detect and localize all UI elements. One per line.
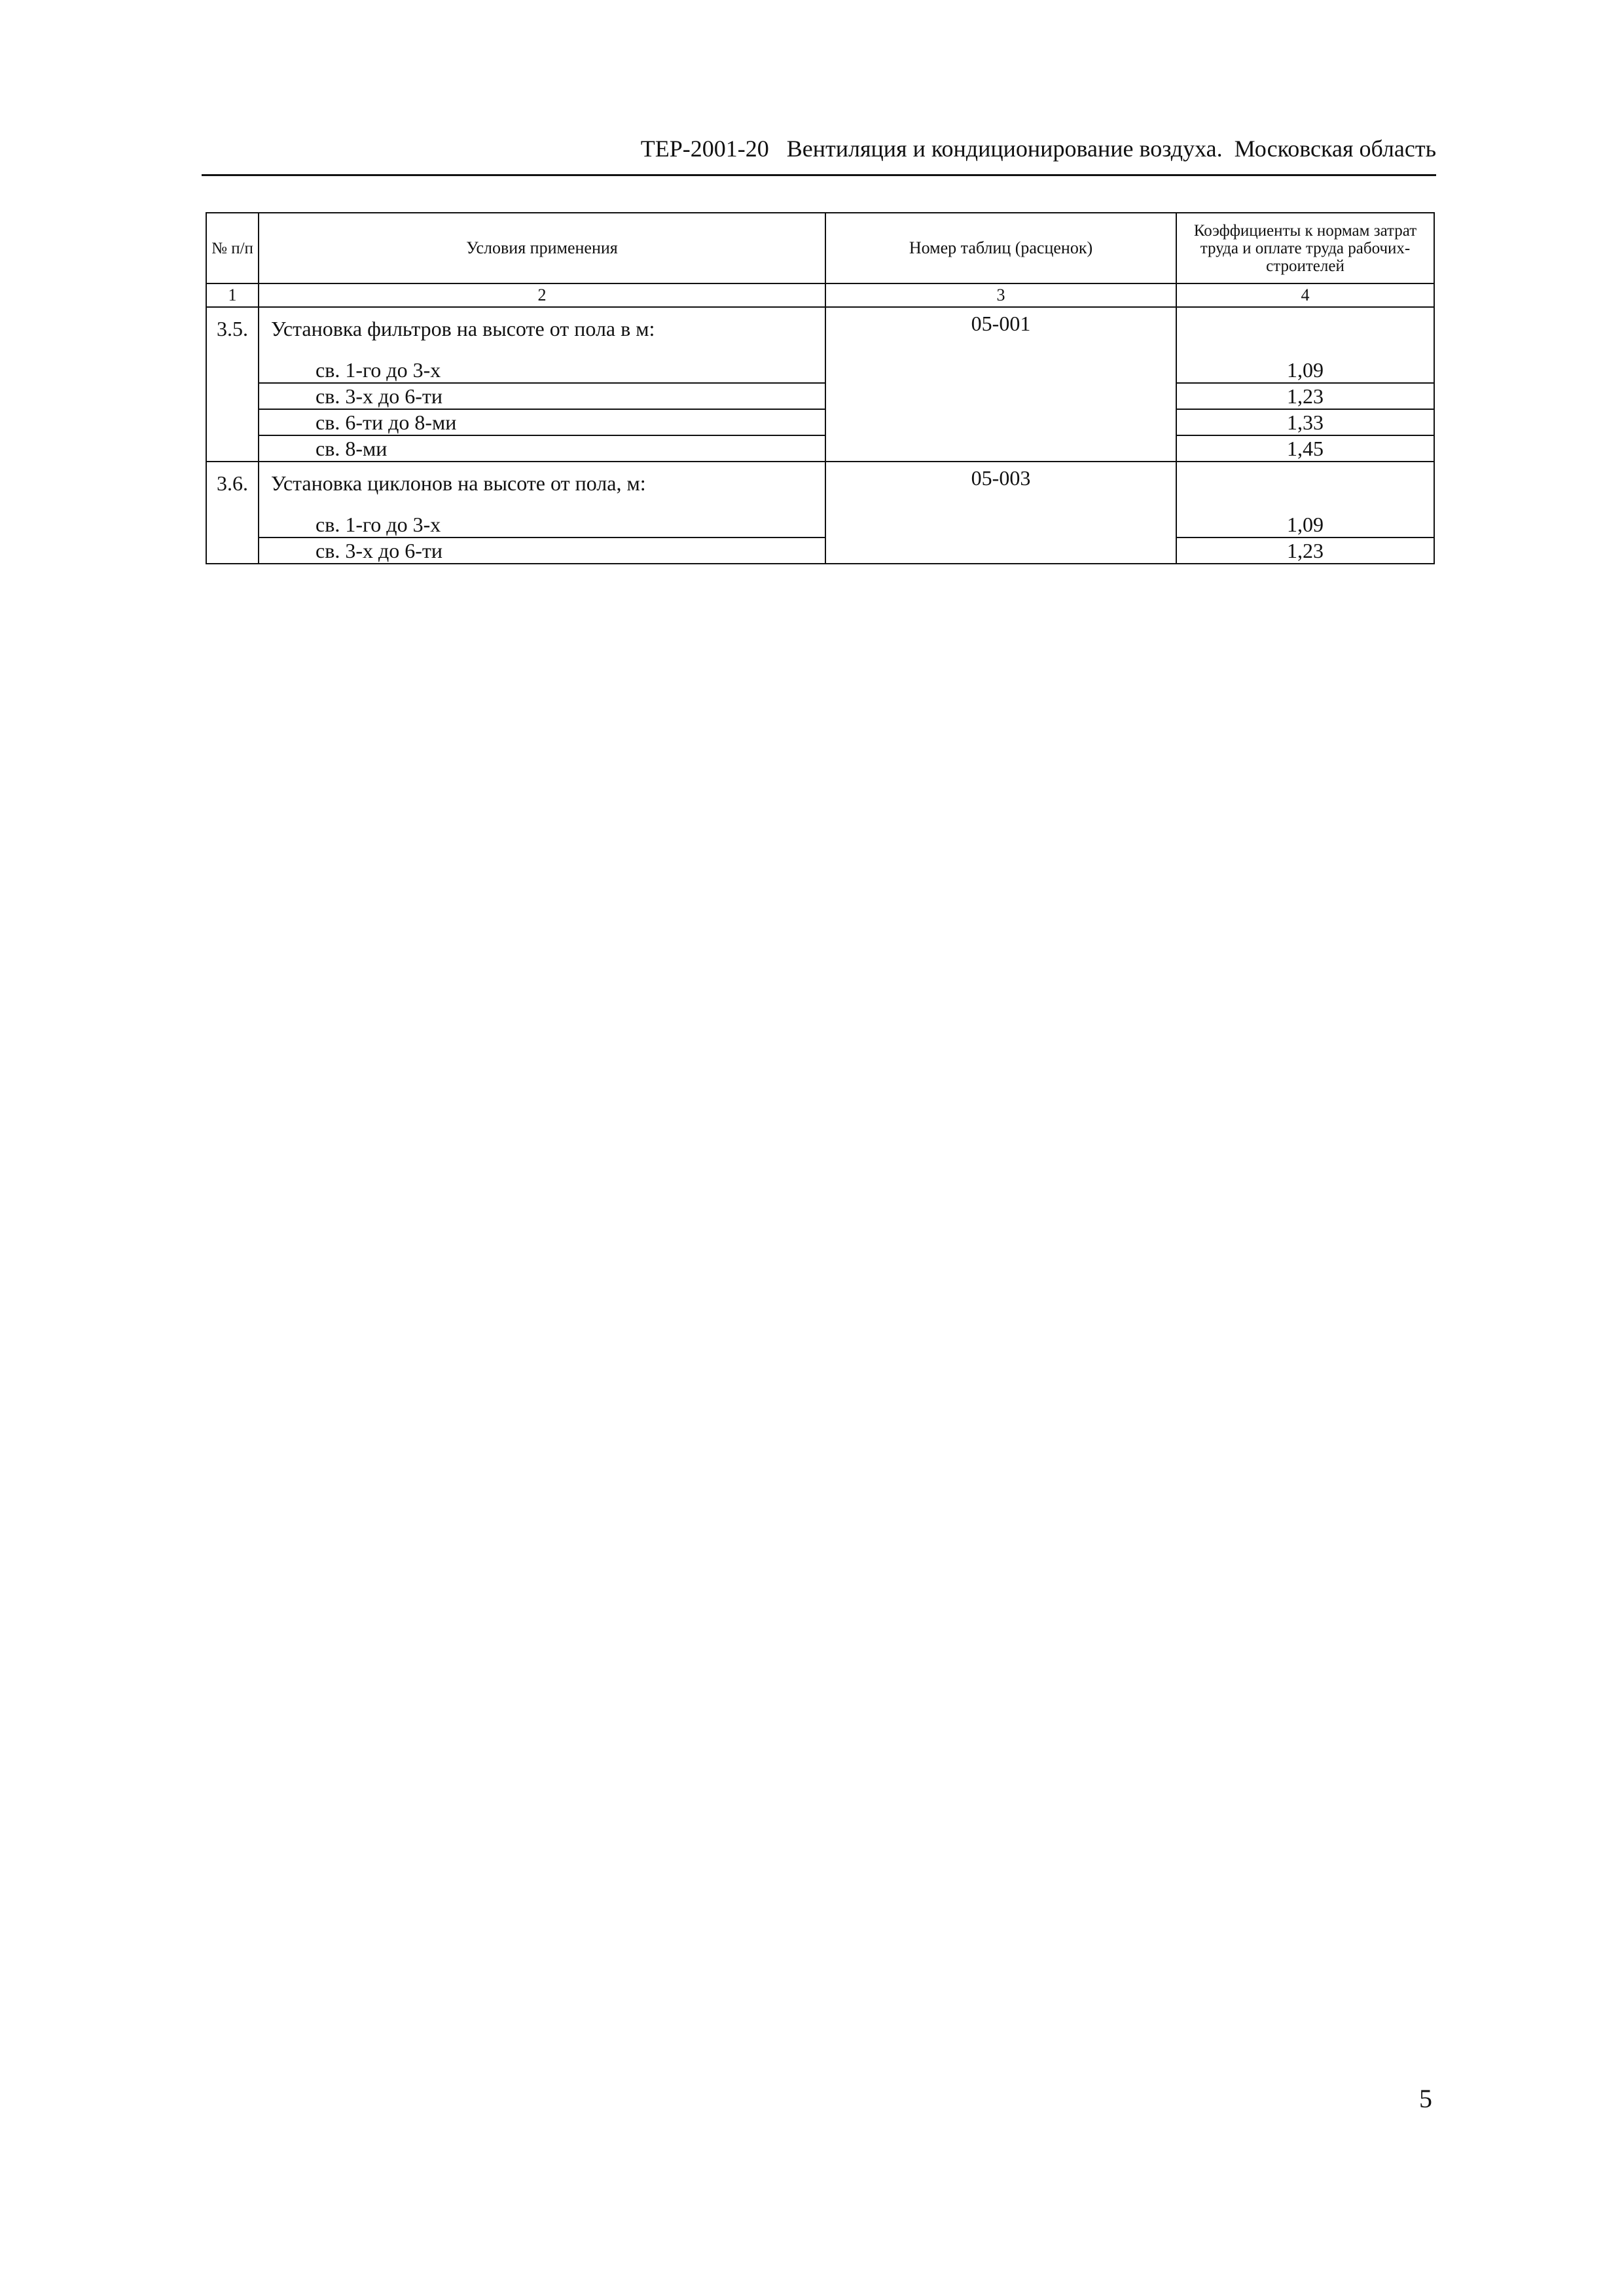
column-header-tables: Номер таблиц (расценок) (825, 213, 1176, 283)
condition-label: св. 6-ти до 8-ми (259, 409, 825, 435)
column-number: 2 (259, 283, 825, 307)
section-table-code: 05-001 (825, 307, 1176, 462)
coefficient-value: 1,45 (1176, 435, 1434, 462)
table-row (206, 307, 1434, 357)
section-title: Установка циклонов на высоте от пола, м: (259, 462, 825, 511)
column-number: 1 (206, 283, 259, 307)
section-number: 3.5. (206, 307, 259, 462)
column-header-num: № п/п (206, 213, 259, 283)
section-title: Установка фильтров на высоте от пола в м: (259, 307, 825, 357)
table-header-row (206, 213, 1434, 283)
coefficient-value: 1,33 (1176, 409, 1434, 435)
section-number: 3.6. (206, 462, 259, 564)
condition-label: св. 8-ми (259, 435, 825, 462)
table-row (206, 409, 1434, 435)
condition-label: св. 1-го до 3-х (259, 511, 825, 538)
column-number-row (206, 283, 1434, 307)
header-title: ТЕР-2001-20 Вентиляция и кондиционирование воздуха. Московская область (640, 136, 1436, 162)
section-table-code: 05-003 (825, 462, 1176, 564)
coefficient-value: 1,09 (1176, 357, 1434, 383)
table-row (206, 511, 1434, 538)
column-number: 4 (1176, 283, 1434, 307)
table-row (206, 435, 1434, 462)
running-header (202, 134, 1436, 176)
condition-label: св. 3-х до 6-ти (259, 538, 825, 564)
column-header-conditions: Условия применения (259, 213, 825, 283)
coefficient-value: 1,23 (1176, 383, 1434, 409)
table-row (206, 538, 1434, 564)
table-row (206, 383, 1434, 409)
condition-label: св. 3-х до 6-ти (259, 383, 825, 409)
coefficient-blank (1176, 462, 1434, 511)
column-header-coefficients: Коэффициенты к нормам затрат труда и оплате труда рабочих-строителей (1176, 213, 1434, 283)
coefficient-value: 1,23 (1176, 538, 1434, 564)
coefficient-blank (1176, 307, 1434, 357)
table-row (206, 357, 1434, 383)
page-number: 5 (1419, 2084, 1432, 2113)
coefficients-table (206, 212, 1435, 564)
coefficient-value: 1,09 (1176, 511, 1434, 538)
condition-label: св. 1-го до 3-х (259, 357, 825, 383)
table-row (206, 462, 1434, 511)
column-number: 3 (825, 283, 1176, 307)
